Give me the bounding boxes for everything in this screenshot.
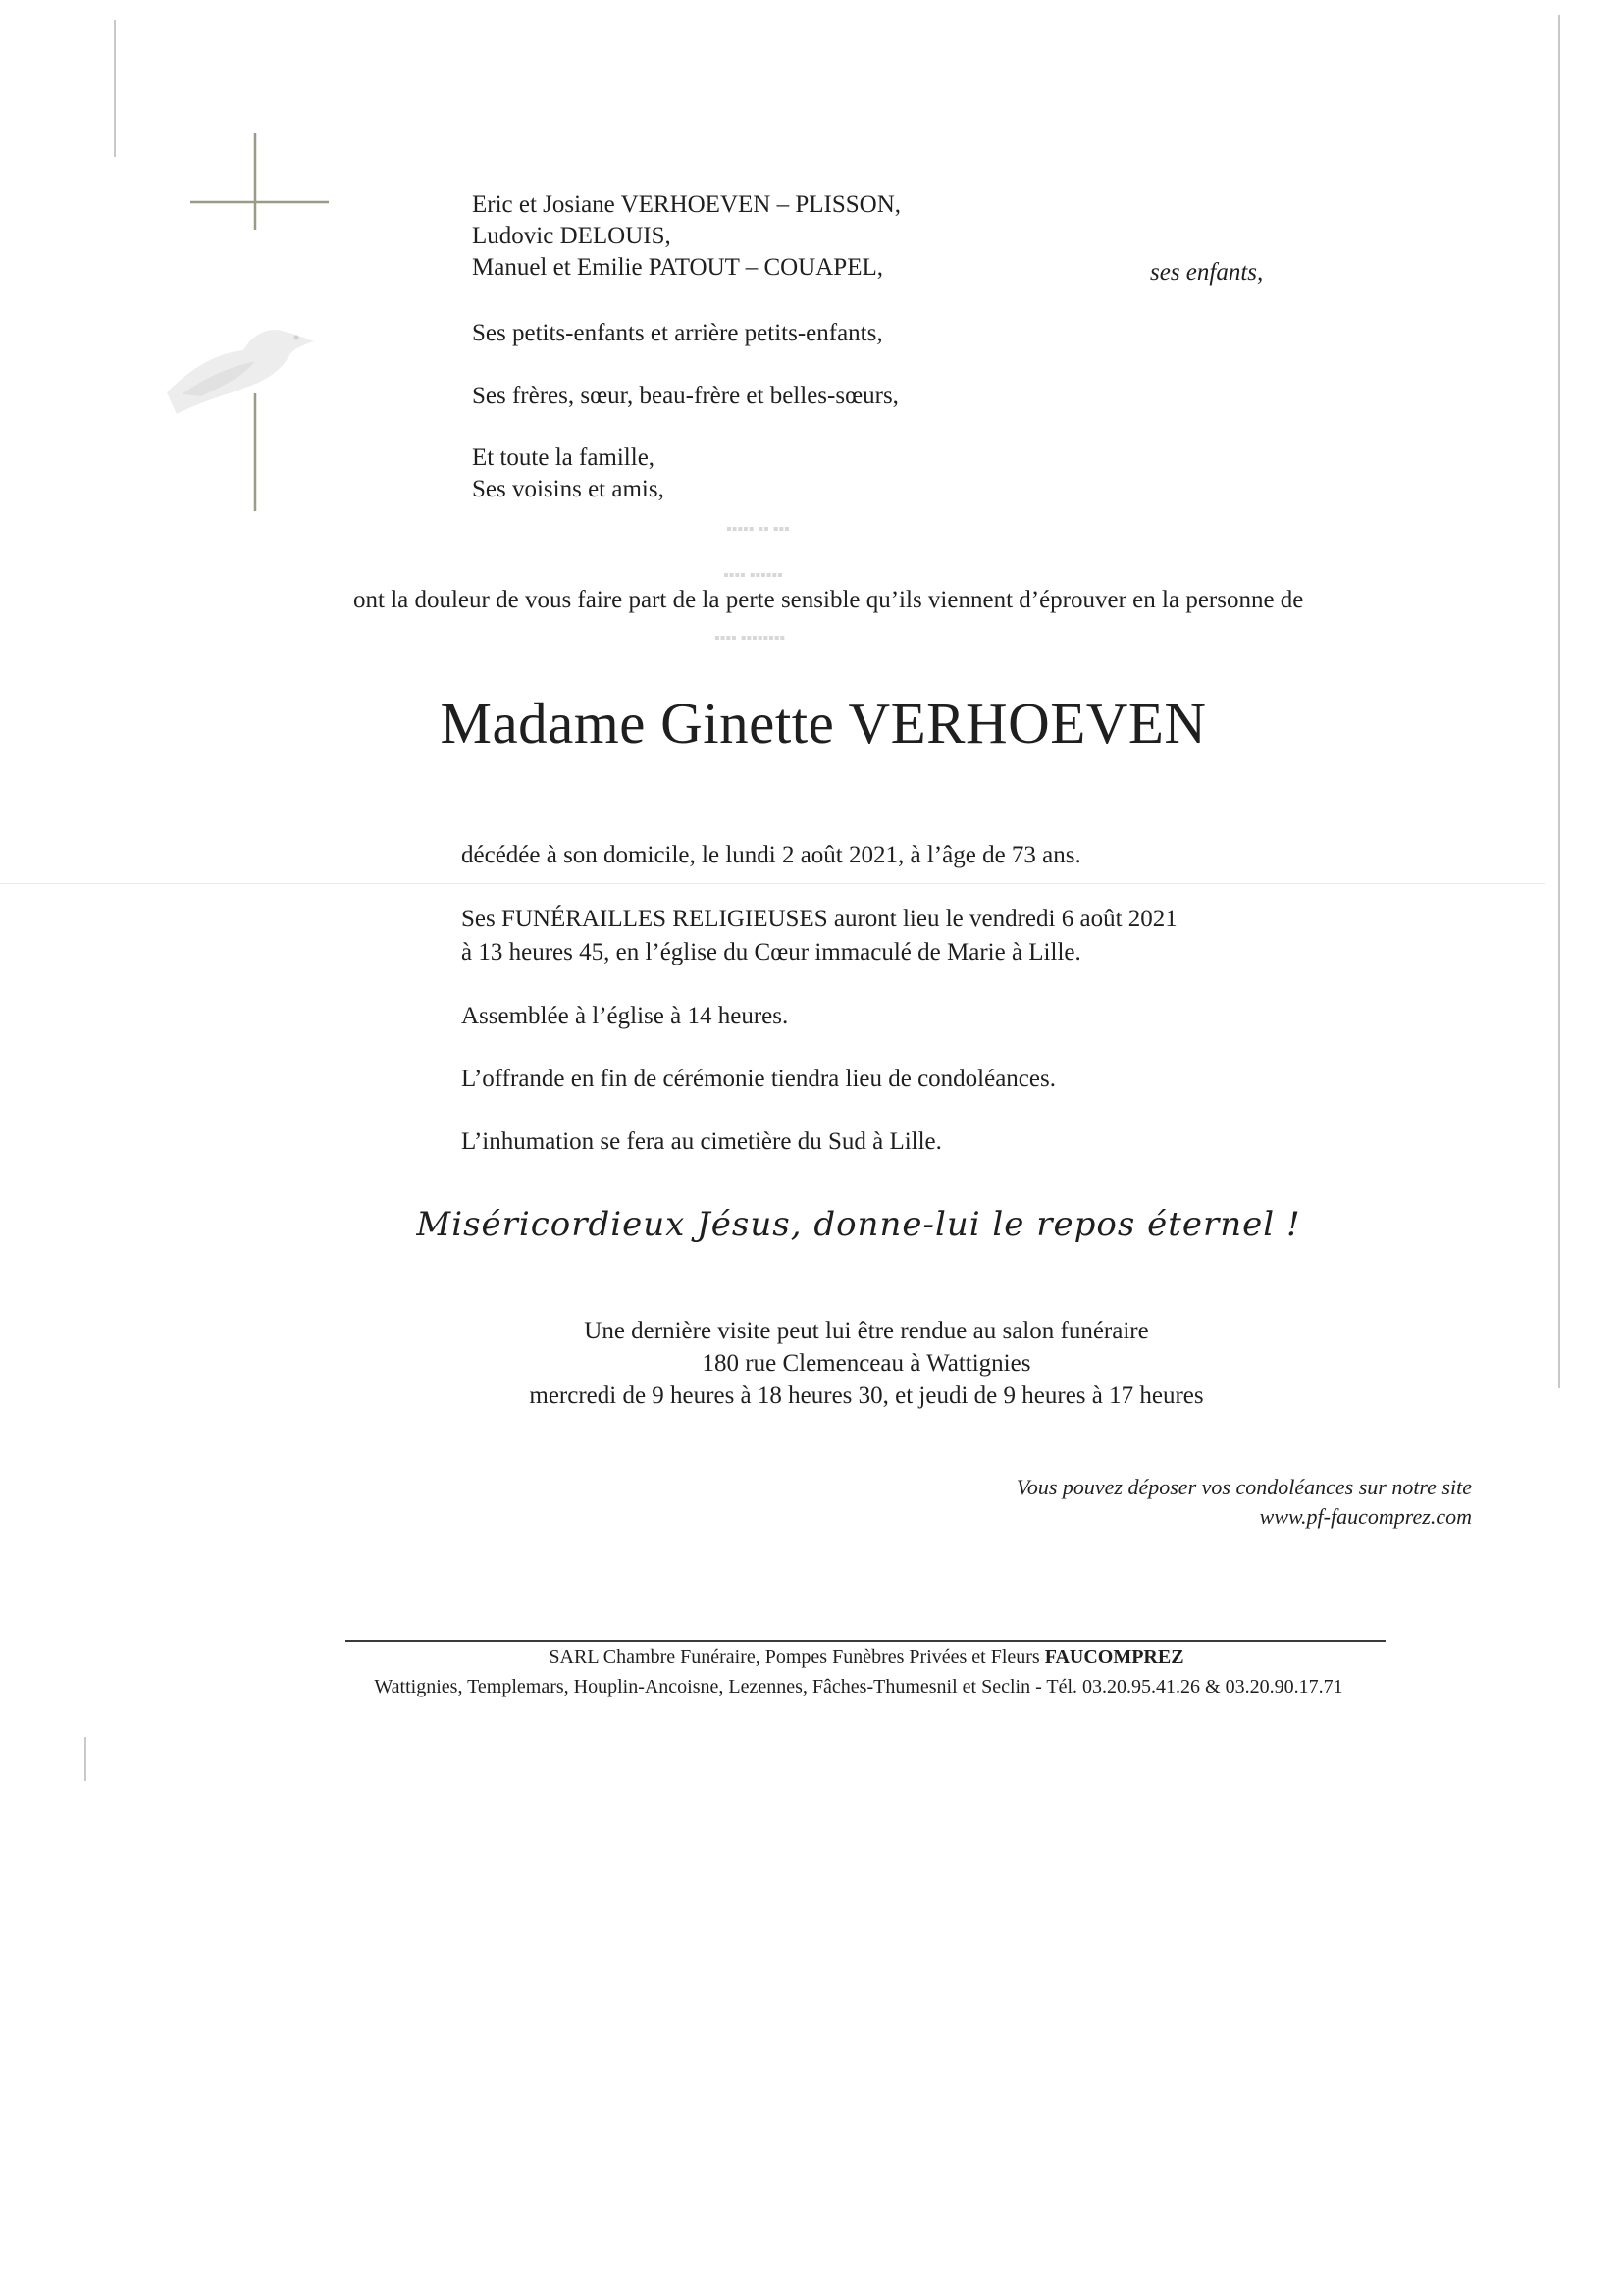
visit-line-3: mercredi de 9 heures à 18 heures 30, et jeudi de 9 heures à 17 heures (529, 1383, 1204, 1409)
funeral-line-2: à 13 heures 45, en l’église du Cœur immaculé de Marie à Lille. (461, 939, 1081, 965)
visit-line-2: 180 rue Clemenceau à Wattignies (702, 1350, 1031, 1377)
family-line-1: Eric et Josiane VERHOEVEN – PLISSON, (472, 191, 901, 218)
funeral-line-1: Ses FUNÉRAILLES RELIGIEUSES auront lieu le vendredi 6 août 2021 (461, 906, 1178, 932)
family-line-3: Manuel et Emilie PATOUT – COUAPEL, (472, 254, 883, 281)
footer-divider (345, 1640, 1386, 1642)
dove-icon (157, 304, 319, 427)
family-line: Et toute la famille, (472, 444, 655, 471)
siblings-line: Ses frères, sœur, beau-frère et belles-sœurs, (472, 383, 899, 409)
bleed-through-text: ▪▪▪▪ ▪▪▪▪▪▪▪▪ (714, 630, 786, 647)
scan-fold-line (0, 883, 1545, 884)
scan-edge-left-lower (84, 1737, 86, 1781)
footer-locations: Wattignies, Templemars, Houplin-Ancoisne, Lezennes, Fâches-Thumesnil et Seclin - Tél. 03.20.95.41.26 & 03.20.90.17.71 (374, 1676, 1343, 1697)
visit-line-1: Une dernière visite peut lui être rendue au salon funéraire (584, 1318, 1149, 1344)
grandchildren-line: Ses petits-enfants et arrière petits-enfants, (472, 320, 883, 346)
friends-line: Ses voisins et amis, (472, 476, 664, 502)
bleed-through-text: ▪▪▪▪▪ ▪▪ ▪▪▪ (726, 521, 790, 538)
deceased-name: Madame Ginette VERHOEVEN (440, 691, 1207, 756)
death-notice: décédée à son domicile, le lundi 2 août 2021, à l’âge de 73 ans. (461, 842, 1081, 868)
scan-edge-left (114, 20, 116, 157)
condolences-website[interactable]: www.pf-faucomprez.com (1259, 1504, 1472, 1529)
footer-company-name: FAUCOMPREZ (1044, 1646, 1184, 1668)
footer-company (55, 1646, 1623, 1669)
offering-line: L’offrande en fin de cérémonie tiendra lieu de condoléances. (461, 1066, 1056, 1092)
bleed-through-text: ▪▪▪▪ ▪▪▪▪▪▪ (723, 567, 783, 584)
condolences-line-1: Vous pouvez déposer vos condoléances sur notre site (1016, 1475, 1472, 1499)
family-relation: ses enfants, (1150, 259, 1264, 286)
announcement-text: ont la douleur de vous faire part de la perte sensible qu’ils viennent d’éprouver en la personne de (353, 587, 1304, 613)
family-line-2: Ludovic DELOUIS, (472, 223, 671, 249)
assembly-line: Assemblée à l’église à 14 heures. (461, 1003, 789, 1029)
burial-line: L’inhumation se fera au cimetière du Sud à Lille. (461, 1128, 942, 1155)
footer-company-prefix: SARL Chambre Funéraire, Pompes Funèbres Privées et Fleurs (549, 1646, 1040, 1668)
prayer-text: Miséricordieux Jésus, donne-lui le repos éternel ! (416, 1205, 1301, 1244)
